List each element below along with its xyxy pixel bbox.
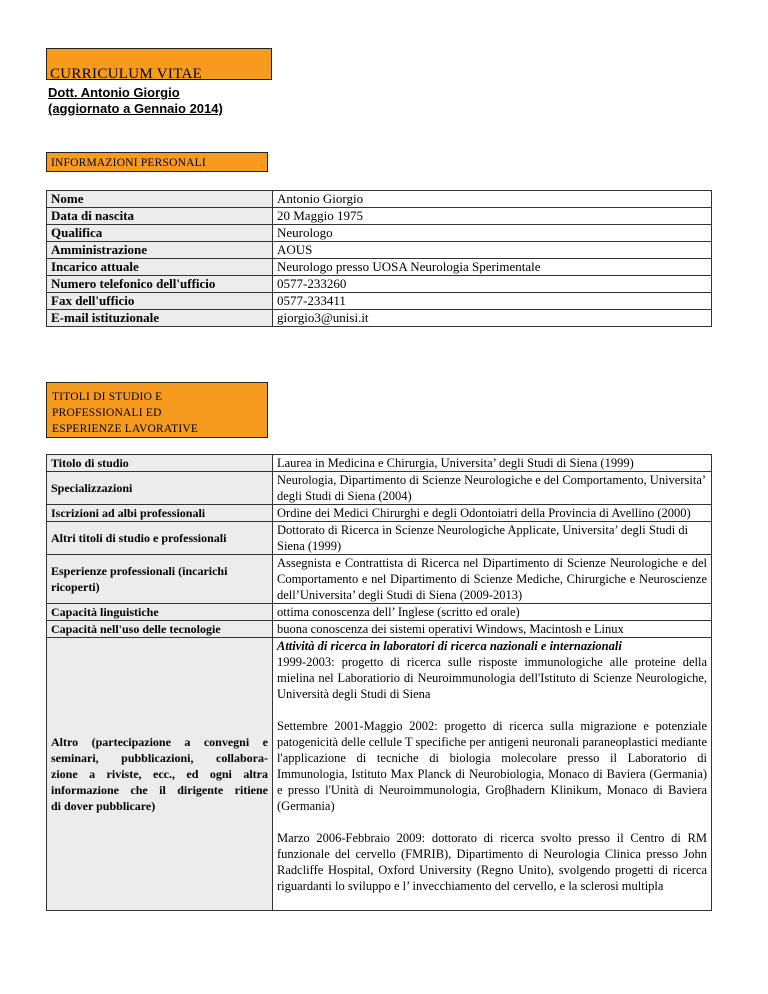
row-value: Dottorato di Ricerca in Scienze Neurologiche Applicate, Universita’ degli Studi di Siena (1999) — [273, 522, 712, 555]
label-line: zione a riviste, ecc., ed ogni altra — [51, 767, 268, 781]
row-label — [47, 638, 273, 911]
row-label: Fax dell'ufficio — [47, 293, 273, 310]
row-label: Specializzazioni — [47, 472, 273, 505]
row-value: 20 Maggio 1975 — [273, 208, 712, 225]
row-label: Incarico attuale — [47, 259, 273, 276]
table-row — [47, 191, 712, 208]
update-date: (aggiornato a Gennaio 2014) — [48, 101, 223, 116]
table-row — [47, 638, 712, 911]
label-line: seminari, pubblicazioni, collabora- — [51, 751, 268, 765]
table-row — [47, 208, 712, 225]
person-name: Dott. Antonio Giorgio — [48, 85, 180, 100]
table-row — [47, 604, 712, 621]
row-value: Laurea in Medicina e Chirurgia, Universita’ degli Studi di Siena (1999) — [273, 455, 712, 472]
row-label: Amministrazione — [47, 242, 273, 259]
row-label: Qualifica — [47, 225, 273, 242]
section-personal-info: INFORMAZIONI PERSONALI — [46, 152, 268, 172]
research-paragraph: Settembre 2001-Maggio 2002: progetto di ricerca sulla migrazione e potenziale patogenicità delle cellule T specifiche per antigeni neuronali paraneoplastici mediante l'applicazione di tecniche di biologia molecolare presso il Laboratorio di Immunologia, Istituto Max Planck di Neurobiologia, Monaco di Baviera (Germania) e presso l'Unità di Neuroimmunologia, Groβhadern Klinikum, Monaco di Baviera (Germania) — [277, 719, 707, 813]
research-paragraph: Marzo 2006-Febbraio 2009: dottorato di ricerca svolto presso il Centro di RM funzionale del cervello (FMRIB), Dipartimento di Neurologia Clinica presso John Radcliffe Hospital, Oxford University (Regno Unito), svolgendo progetti di ricerca riguardanti lo sviluppo e l’ invecchiamento del cervello, e la sclerosi multipla — [277, 831, 707, 893]
row-value: giorgio3@unisi.it — [273, 310, 712, 327]
table-row — [47, 522, 712, 555]
section-title-line: TITOLI DI STUDIO E — [52, 391, 163, 403]
row-value — [273, 638, 712, 911]
row-value: Antonio Giorgio — [273, 191, 712, 208]
row-label: Numero telefonico dell'ufficio — [47, 276, 273, 293]
row-value: Assegnista e Contrattista di Ricerca nel Dipartimento di Scienze Neurologiche e del Comportamento e nel Dipartimento di Scienze Mediche, Chirurgiche e Neuroscienze dell’Universita’ degli Studi di Siena (2009-2013) — [273, 555, 712, 604]
section-title-line: PROFESSIONALI ED — [52, 407, 162, 419]
education-table — [46, 454, 712, 911]
label-line: Esperienze professionali (incarichi — [51, 564, 228, 578]
label-line: ricoperti) — [51, 580, 100, 594]
row-value: Neurologo presso UOSA Neurologia Sperimentale — [273, 259, 712, 276]
table-row — [47, 621, 712, 638]
row-value: AOUS — [273, 242, 712, 259]
row-value: Neurologo — [273, 225, 712, 242]
row-value: Neurologia, Dipartimento di Scienze Neurologiche e del Comportamento, Universita’ degli Studi di Siena (2004) — [273, 472, 712, 505]
table-row — [47, 455, 712, 472]
table-row — [47, 555, 712, 604]
row-value: ottima conoscenza dell’ Inglese (scritto ed orale) — [273, 604, 712, 621]
row-label: E-mail istituzionale — [47, 310, 273, 327]
row-label: Iscrizioni ad albi professionali — [47, 505, 273, 522]
table-row — [47, 472, 712, 505]
research-heading: Attività di ricerca in laboratori di ricerca nazionali e internazionali — [277, 639, 622, 653]
row-label — [47, 555, 273, 604]
row-label: Altri titoli di studio e professionali — [47, 522, 273, 555]
table-row — [47, 505, 712, 522]
table-row — [47, 293, 712, 310]
section-title-line: ESPERIENZE LAVORATIVE — [52, 423, 199, 435]
label-line: Altro (partecipazione a convegni e — [51, 735, 268, 749]
label-line: di dover pubblicare) — [51, 799, 156, 813]
table-row — [47, 310, 712, 327]
row-label: Data di nascita — [47, 208, 273, 225]
label-line: informazione che il dirigente ritiene — [51, 783, 268, 797]
row-label: Capacità nell'uso delle tecnologie — [47, 621, 273, 638]
row-label: Titolo di studio — [47, 455, 273, 472]
personal-info-table — [46, 190, 712, 327]
row-label: Capacità linguistiche — [47, 604, 273, 621]
row-value: buona conoscenza dei sistemi operativi Windows, Macintosh e Linux — [273, 621, 712, 638]
section-education — [46, 382, 268, 438]
table-row — [47, 242, 712, 259]
research-paragraph: 1999-2003: progetto di ricerca sulle risposte immunologiche alle proteine della mielina nel Laboratiorio di Neuroimmunologia dell'Istituto di Scienze Neurologiche, Università degli Studi di Siena — [277, 655, 707, 701]
table-row — [47, 276, 712, 293]
row-value: 0577-233260 — [273, 276, 712, 293]
table-row — [47, 259, 712, 276]
row-value: 0577-233411 — [273, 293, 712, 310]
cv-title: CURRICULUM VITAE — [50, 66, 203, 82]
row-label: Nome — [47, 191, 273, 208]
row-value: Ordine dei Medici Chirurghi e degli Odontoiatri della Provincia di Avellino (2000) — [273, 505, 712, 522]
table-row — [47, 225, 712, 242]
